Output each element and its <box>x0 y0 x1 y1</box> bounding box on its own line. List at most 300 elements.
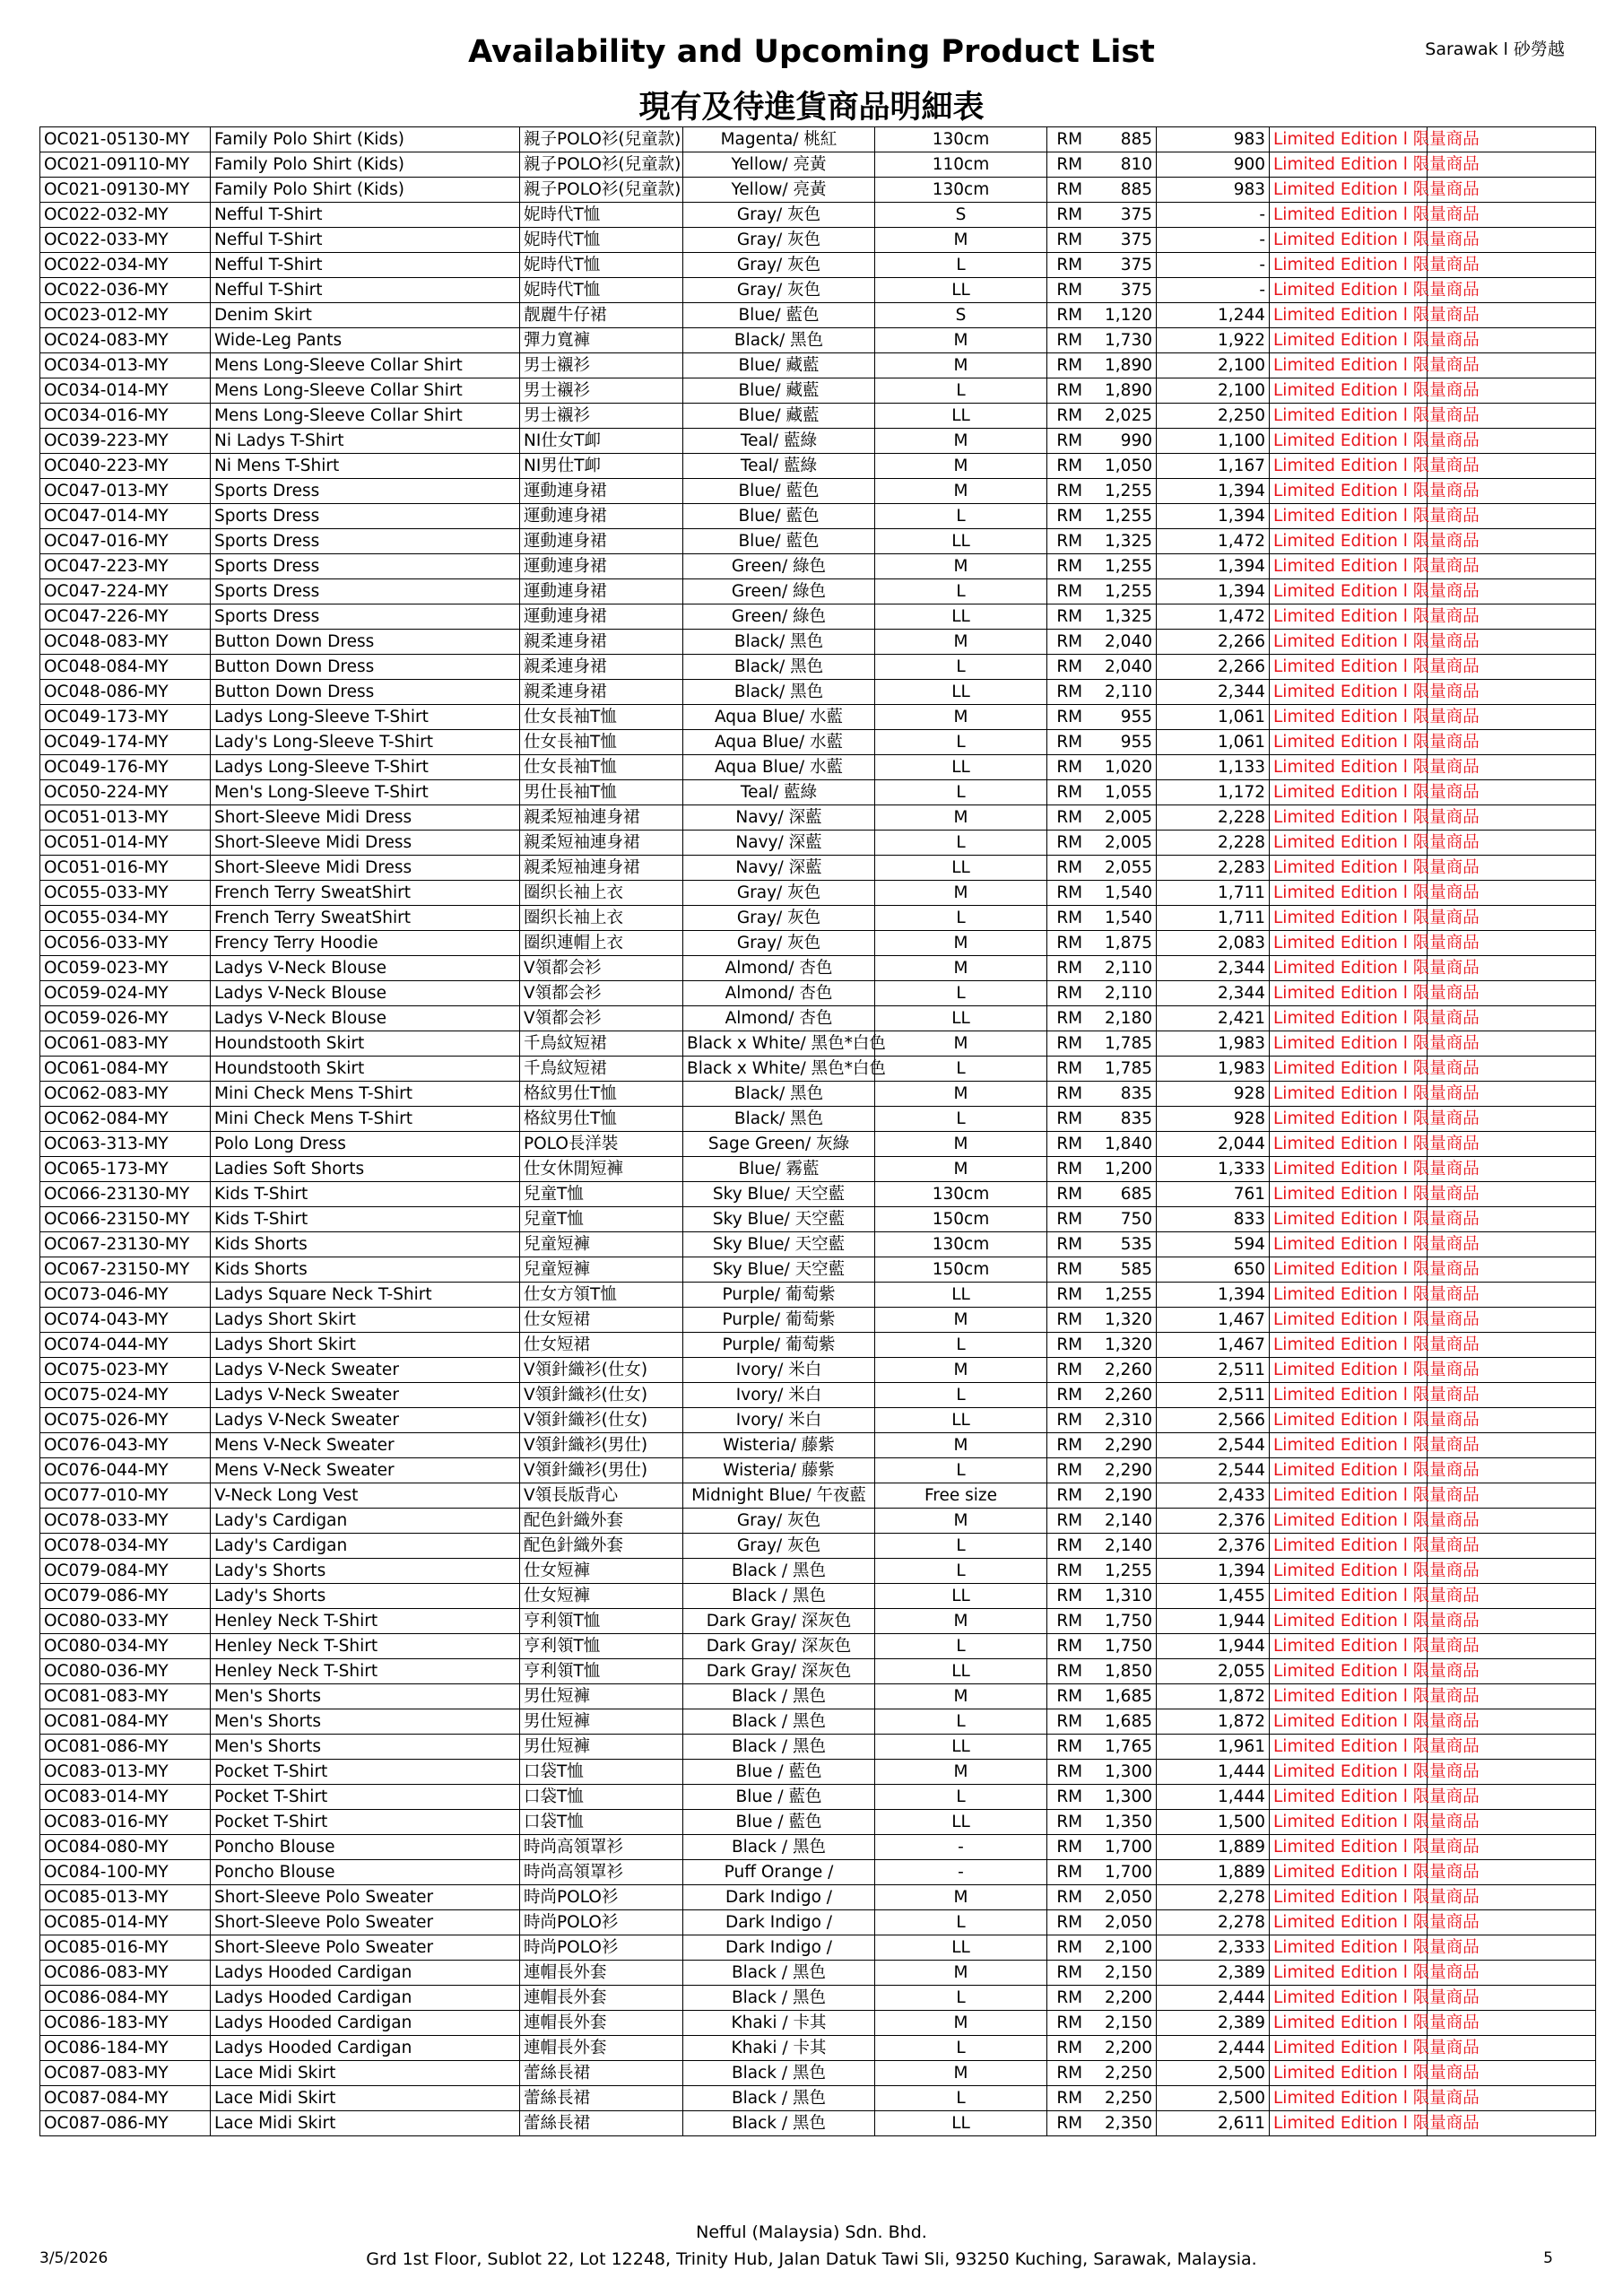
table-row <box>40 429 1596 454</box>
product-name-cell: Short-Sleeve Midi Dress <box>211 856 520 881</box>
product-code-cell: OC023-012-MY <box>40 303 211 328</box>
product-code-cell: OC051-016-MY <box>40 856 211 881</box>
price-cell: 2,290 <box>1092 1458 1157 1483</box>
size-cell: 130cm <box>875 1182 1047 1207</box>
member-price-cell: 1,872 <box>1157 1709 1270 1735</box>
product-name-chinese-cell: POLO長洋裝 <box>520 1132 683 1157</box>
price-cell: 375 <box>1092 203 1157 228</box>
member-price-cell: 2,421 <box>1157 1006 1270 1031</box>
color-cell: Aqua Blue/ 水藍 <box>683 755 875 780</box>
size-cell: L <box>875 1534 1047 1559</box>
currency-cell: RM <box>1047 705 1092 730</box>
size-cell: M <box>875 705 1047 730</box>
currency-cell: RM <box>1047 906 1092 931</box>
size-cell: L <box>875 1458 1047 1483</box>
limited-edition-tag: Limited Edition l 限量商品 <box>1270 1283 1428 1308</box>
product-code-cell: OC048-086-MY <box>40 680 211 705</box>
color-cell: Ivory/ 米白 <box>683 1383 875 1408</box>
product-name-chinese-cell: 圈织长袖上衣 <box>520 881 683 906</box>
price-cell: 585 <box>1092 1257 1157 1283</box>
member-price-cell: 2,500 <box>1157 2086 1270 2111</box>
price-cell: 2,190 <box>1092 1483 1157 1509</box>
product-name-cell: Lace Midi Skirt <box>211 2086 520 2111</box>
product-code-cell: OC081-084-MY <box>40 1709 211 1735</box>
color-cell: Teal/ 藍綠 <box>683 429 875 454</box>
currency-cell: RM <box>1047 1910 1092 1935</box>
product-name-cell: Pocket T-Shirt <box>211 1810 520 1835</box>
product-code-cell: OC086-183-MY <box>40 2011 211 2036</box>
product-code-cell: OC077-010-MY <box>40 1483 211 1509</box>
size-cell: 150cm <box>875 1257 1047 1283</box>
product-code-cell: OC079-086-MY <box>40 1584 211 1609</box>
table-row <box>40 504 1596 529</box>
currency-cell: RM <box>1047 1609 1092 1634</box>
product-name-chinese-cell: 彈力寬褲 <box>520 328 683 353</box>
size-cell: M <box>875 454 1047 479</box>
product-code-cell: OC047-226-MY <box>40 604 211 630</box>
price-cell: 1,700 <box>1092 1835 1157 1860</box>
member-price-cell: 761 <box>1157 1182 1270 1207</box>
member-price-cell: 2,376 <box>1157 1509 1270 1534</box>
size-cell: LL <box>875 1735 1047 1760</box>
table-row <box>40 529 1596 554</box>
product-name-cell: Lady's Cardigan <box>211 1509 520 1534</box>
product-name-cell: Kids Shorts <box>211 1257 520 1283</box>
product-code-cell: OC067-23130-MY <box>40 1232 211 1257</box>
page-title: Availability and Upcoming Product List <box>468 34 1155 70</box>
product-name-chinese-cell: 蕾絲長裙 <box>520 2061 683 2086</box>
table-row <box>40 856 1596 881</box>
product-name-chinese-cell: 蕾絲長裙 <box>520 2111 683 2136</box>
product-name-chinese-cell: 運動連身裙 <box>520 504 683 529</box>
currency-cell: RM <box>1047 1659 1092 1684</box>
member-price-cell: 1,944 <box>1157 1609 1270 1634</box>
product-code-cell: OC079-084-MY <box>40 1559 211 1584</box>
member-price-cell: 2,333 <box>1157 1935 1270 1961</box>
product-code-cell: OC061-083-MY <box>40 1031 211 1057</box>
currency-cell: RM <box>1047 1885 1092 1910</box>
limited-edition-tag: Limited Edition l 限量商品 <box>1270 730 1428 755</box>
price-cell: 1,540 <box>1092 906 1157 931</box>
table-row <box>40 253 1596 278</box>
color-cell: Black/ 黑色 <box>683 655 875 680</box>
limited-edition-tag: Limited Edition l 限量商品 <box>1270 1559 1428 1584</box>
price-cell: 2,350 <box>1092 2111 1157 2136</box>
currency-cell: RM <box>1047 2036 1092 2061</box>
product-name-cell: Kids T-Shirt <box>211 1207 520 1232</box>
currency-cell: RM <box>1047 1006 1092 1031</box>
product-name-cell: Ladys V-Neck Blouse <box>211 981 520 1006</box>
price-cell: 2,180 <box>1092 1006 1157 1031</box>
currency-cell: RM <box>1047 1031 1092 1057</box>
limited-edition-tag: Limited Edition l 限量商品 <box>1270 1333 1428 1358</box>
size-cell: L <box>875 253 1047 278</box>
product-code-cell: OC076-044-MY <box>40 1458 211 1483</box>
color-cell: Gray/ 灰色 <box>683 881 875 906</box>
product-name-chinese-cell: 圈织长袖上衣 <box>520 906 683 931</box>
product-name-chinese-cell: 仕女長袖T恤 <box>520 730 683 755</box>
product-name-cell: Lace Midi Skirt <box>211 2061 520 2086</box>
size-cell: L <box>875 1910 1047 1935</box>
size-cell: M <box>875 956 1047 981</box>
table-row <box>40 1433 1596 1458</box>
table-row <box>40 1860 1596 1885</box>
limited-edition-tag: Limited Edition l 限量商品 <box>1270 152 1428 178</box>
member-price-cell: 2,544 <box>1157 1458 1270 1483</box>
product-name-chinese-cell: 連帽長外套 <box>520 2011 683 2036</box>
size-cell: L <box>875 1107 1047 1132</box>
product-code-cell: OC051-013-MY <box>40 805 211 831</box>
limited-edition-tag: Limited Edition l 限量商品 <box>1270 604 1428 630</box>
price-cell: 2,025 <box>1092 404 1157 429</box>
currency-cell: RM <box>1047 2011 1092 2036</box>
currency-cell: RM <box>1047 178 1092 203</box>
table-row <box>40 1584 1596 1609</box>
price-cell: 1,890 <box>1092 378 1157 404</box>
price-cell: 1,685 <box>1092 1709 1157 1735</box>
limited-edition-tag: Limited Edition l 限量商品 <box>1270 1308 1428 1333</box>
member-price-cell: 983 <box>1157 127 1270 152</box>
color-cell: Teal/ 藍綠 <box>683 454 875 479</box>
table-row <box>40 2011 1596 2036</box>
currency-cell: RM <box>1047 1082 1092 1107</box>
table-row <box>40 1735 1596 1760</box>
size-cell: M <box>875 1358 1047 1383</box>
product-name-chinese-cell: 連帽長外套 <box>520 1986 683 2011</box>
member-price-cell: 1,455 <box>1157 1584 1270 1609</box>
product-code-cell: OC022-036-MY <box>40 278 211 303</box>
product-code-cell: OC021-09110-MY <box>40 152 211 178</box>
color-cell: Navy/ 深藍 <box>683 831 875 856</box>
limited-edition-tag: Limited Edition l 限量商品 <box>1270 1860 1428 1885</box>
limited-edition-tag: Limited Edition l 限量商品 <box>1270 2061 1428 2086</box>
table-row <box>40 328 1596 353</box>
currency-cell: RM <box>1047 1735 1092 1760</box>
product-name-cell: Mens V-Neck Sweater <box>211 1458 520 1483</box>
currency-cell: RM <box>1047 1634 1092 1659</box>
product-name-chinese-cell: V領都会衫 <box>520 956 683 981</box>
limited-edition-tag: Limited Edition l 限量商品 <box>1270 780 1428 805</box>
member-price-cell: 2,278 <box>1157 1910 1270 1935</box>
size-cell: M <box>875 429 1047 454</box>
limited-edition-tag: Limited Edition l 限量商品 <box>1270 655 1428 680</box>
color-cell: Blue/ 藏藍 <box>683 353 875 378</box>
currency-cell: RM <box>1047 504 1092 529</box>
size-cell: M <box>875 1885 1047 1910</box>
color-cell: Black x White/ 黑色*白色 <box>683 1031 875 1057</box>
currency-cell: RM <box>1047 755 1092 780</box>
size-cell: L <box>875 1559 1047 1584</box>
size-cell: L <box>875 1986 1047 2011</box>
color-cell: Black/ 黑色 <box>683 1107 875 1132</box>
product-code-cell: OC075-026-MY <box>40 1408 211 1433</box>
color-cell: Navy/ 深藍 <box>683 856 875 881</box>
color-cell: Blue/ 藍色 <box>683 504 875 529</box>
product-code-cell: OC055-034-MY <box>40 906 211 931</box>
product-code-cell: OC056-033-MY <box>40 931 211 956</box>
color-cell: Aqua Blue/ 水藍 <box>683 705 875 730</box>
table-row <box>40 1659 1596 1684</box>
table-row <box>40 404 1596 429</box>
price-cell: 1,255 <box>1092 504 1157 529</box>
color-cell: Black x White/ 黑色*白色 <box>683 1057 875 1082</box>
member-price-cell: 1,889 <box>1157 1860 1270 1885</box>
price-cell: 1,050 <box>1092 454 1157 479</box>
product-code-cell: OC075-023-MY <box>40 1358 211 1383</box>
color-cell: Green/ 綠色 <box>683 604 875 630</box>
limited-edition-tag: Limited Edition l 限量商品 <box>1270 404 1428 429</box>
currency-cell: RM <box>1047 981 1092 1006</box>
product-name-chinese-cell: 運動連身裙 <box>520 579 683 604</box>
product-name-chinese-cell: 妮時代T恤 <box>520 203 683 228</box>
size-cell: 130cm <box>875 1232 1047 1257</box>
color-cell: Puff Orange / <box>683 1860 875 1885</box>
product-code-cell: OC059-024-MY <box>40 981 211 1006</box>
product-code-cell: OC080-034-MY <box>40 1634 211 1659</box>
size-cell: M <box>875 479 1047 504</box>
limited-edition-tag: Limited Edition l 限量商品 <box>1270 504 1428 529</box>
price-cell: 375 <box>1092 228 1157 253</box>
table-row <box>40 1835 1596 1860</box>
product-code-cell: OC048-084-MY <box>40 655 211 680</box>
price-cell: 1,765 <box>1092 1735 1157 1760</box>
limited-edition-tag: Limited Edition l 限量商品 <box>1270 1885 1428 1910</box>
product-name-cell: Lady's Shorts <box>211 1584 520 1609</box>
product-code-cell: OC047-224-MY <box>40 579 211 604</box>
limited-edition-tag: Limited Edition l 限量商品 <box>1270 1358 1428 1383</box>
size-cell: M <box>875 2011 1047 2036</box>
member-price-cell: 1,100 <box>1157 429 1270 454</box>
product-name-chinese-cell: 時尚POLO衫 <box>520 1935 683 1961</box>
currency-cell: RM <box>1047 881 1092 906</box>
table-row <box>40 178 1596 203</box>
currency-cell: RM <box>1047 1534 1092 1559</box>
print-date: 3/5/2026 <box>39 2249 108 2267</box>
limited-edition-tag: Limited Edition l 限量商品 <box>1270 1935 1428 1961</box>
product-name-cell: Short-Sleeve Polo Sweater <box>211 1935 520 1961</box>
member-price-cell: 1,394 <box>1157 1283 1270 1308</box>
product-code-cell: OC034-013-MY <box>40 353 211 378</box>
limited-edition-tag: Limited Edition l 限量商品 <box>1270 1031 1428 1057</box>
price-cell: 1,785 <box>1092 1031 1157 1057</box>
limited-edition-tag: Limited Edition l 限量商品 <box>1270 1584 1428 1609</box>
color-cell: Black / 黑色 <box>683 2111 875 2136</box>
color-cell: Dark Indigo / <box>683 1910 875 1935</box>
table-row <box>40 730 1596 755</box>
limited-edition-tag: Limited Edition l 限量商品 <box>1270 1132 1428 1157</box>
member-price-cell: 2,611 <box>1157 2111 1270 2136</box>
member-price-cell: - <box>1157 228 1270 253</box>
price-cell: 1,300 <box>1092 1760 1157 1785</box>
price-cell: 1,020 <box>1092 755 1157 780</box>
product-name-chinese-cell: 靓麗牛仔裙 <box>520 303 683 328</box>
limited-edition-tag: Limited Edition l 限量商品 <box>1270 1634 1428 1659</box>
table-row <box>40 1358 1596 1383</box>
product-code-cell: OC022-032-MY <box>40 203 211 228</box>
product-code-cell: OC084-080-MY <box>40 1835 211 1860</box>
limited-edition-tag: Limited Edition l 限量商品 <box>1270 554 1428 579</box>
product-name-chinese-cell: 男仕短褲 <box>520 1684 683 1709</box>
limited-edition-tag: Limited Edition l 限量商品 <box>1270 479 1428 504</box>
size-cell: LL <box>875 404 1047 429</box>
product-name-chinese-cell: 仕女短裙 <box>520 1308 683 1333</box>
size-cell: L <box>875 1333 1047 1358</box>
currency-cell: RM <box>1047 1935 1092 1961</box>
product-name-cell: Ladys Hooded Cardigan <box>211 2036 520 2061</box>
product-name-chinese-cell: 連帽長外套 <box>520 2036 683 2061</box>
currency-cell: RM <box>1047 1760 1092 1785</box>
member-price-cell: 1,944 <box>1157 1634 1270 1659</box>
product-code-cell: OC049-176-MY <box>40 755 211 780</box>
color-cell: Aqua Blue/ 水藍 <box>683 730 875 755</box>
color-cell: Gray/ 灰色 <box>683 906 875 931</box>
product-name-cell: Short-Sleeve Polo Sweater <box>211 1885 520 1910</box>
product-name-chinese-cell: 仕女方領T恤 <box>520 1283 683 1308</box>
color-cell: Almond/ 杏色 <box>683 981 875 1006</box>
member-price-cell: 2,544 <box>1157 1433 1270 1458</box>
product-code-cell: OC059-026-MY <box>40 1006 211 1031</box>
product-name-cell: Sports Dress <box>211 479 520 504</box>
member-price-cell: 900 <box>1157 152 1270 178</box>
product-name-chinese-cell: 男士襯衫 <box>520 378 683 404</box>
currency-cell: RM <box>1047 203 1092 228</box>
product-name-cell: Mens Long-Sleeve Collar Shirt <box>211 353 520 378</box>
size-cell: L <box>875 2086 1047 2111</box>
table-row <box>40 604 1596 630</box>
color-cell: Blue/ 藍色 <box>683 529 875 554</box>
product-name-cell: Henley Neck T-Shirt <box>211 1609 520 1634</box>
member-price-cell: 2,511 <box>1157 1358 1270 1383</box>
table-row <box>40 1609 1596 1634</box>
size-cell: L <box>875 1383 1047 1408</box>
table-row <box>40 1935 1596 1961</box>
table-row <box>40 1157 1596 1182</box>
limited-edition-tag: Limited Edition l 限量商品 <box>1270 278 1428 303</box>
product-name-cell: Henley Neck T-Shirt <box>211 1659 520 1684</box>
product-name-cell: French Terry SweatShirt <box>211 906 520 931</box>
size-cell: L <box>875 655 1047 680</box>
price-cell: 1,300 <box>1092 1785 1157 1810</box>
currency-cell: RM <box>1047 1458 1092 1483</box>
price-cell: 2,250 <box>1092 2086 1157 2111</box>
price-cell: 2,040 <box>1092 655 1157 680</box>
member-price-cell: 2,083 <box>1157 931 1270 956</box>
product-name-chinese-cell: 仕女長袖T恤 <box>520 755 683 780</box>
table-row <box>40 805 1596 831</box>
member-price-cell: 2,100 <box>1157 378 1270 404</box>
currency-cell: RM <box>1047 1986 1092 2011</box>
member-price-cell: 1,444 <box>1157 1785 1270 1810</box>
limited-edition-tag: Limited Edition l 限量商品 <box>1270 127 1428 152</box>
price-cell: 2,250 <box>1092 2061 1157 2086</box>
table-row <box>40 1082 1596 1107</box>
product-name-cell: Ladies Soft Shorts <box>211 1157 520 1182</box>
color-cell: Black/ 黑色 <box>683 1082 875 1107</box>
product-code-cell: OC061-084-MY <box>40 1057 211 1082</box>
currency-cell: RM <box>1047 228 1092 253</box>
color-cell: Sky Blue/ 天空藍 <box>683 1232 875 1257</box>
size-cell: L <box>875 730 1047 755</box>
limited-edition-tag: Limited Edition l 限量商品 <box>1270 1684 1428 1709</box>
color-cell: Black / 黑色 <box>683 1584 875 1609</box>
price-cell: 1,325 <box>1092 529 1157 554</box>
table-row <box>40 2036 1596 2061</box>
table-row <box>40 454 1596 479</box>
product-code-cell: OC067-23150-MY <box>40 1257 211 1283</box>
member-price-cell: 1,472 <box>1157 604 1270 630</box>
product-name-chinese-cell: 運動連身裙 <box>520 604 683 630</box>
currency-cell: RM <box>1047 328 1092 353</box>
limited-edition-tag: Limited Edition l 限量商品 <box>1270 1082 1428 1107</box>
color-cell: Wisteria/ 藤紫 <box>683 1433 875 1458</box>
limited-edition-tag: Limited Edition l 限量商品 <box>1270 856 1428 881</box>
price-cell: 1,320 <box>1092 1333 1157 1358</box>
size-cell: M <box>875 1132 1047 1157</box>
price-cell: 2,290 <box>1092 1433 1157 1458</box>
product-name-cell: Lady's Cardigan <box>211 1534 520 1559</box>
product-name-chinese-cell: 連帽長外套 <box>520 1961 683 1986</box>
product-name-cell: Denim Skirt <box>211 303 520 328</box>
currency-cell: RM <box>1047 1207 1092 1232</box>
table-row <box>40 630 1596 655</box>
product-code-cell: OC081-083-MY <box>40 1684 211 1709</box>
color-cell: Blue/ 藏藍 <box>683 378 875 404</box>
product-name-chinese-cell: 男仕短褲 <box>520 1709 683 1735</box>
currency-cell: RM <box>1047 1408 1092 1433</box>
currency-cell: RM <box>1047 931 1092 956</box>
member-price-cell: - <box>1157 278 1270 303</box>
member-price-cell: 2,344 <box>1157 956 1270 981</box>
member-price-cell: 833 <box>1157 1207 1270 1232</box>
footer-company: Nefful (Malaysia) Sdn. Bhd. <box>696 2222 927 2242</box>
price-cell: 2,050 <box>1092 1885 1157 1910</box>
product-code-cell: OC085-014-MY <box>40 1910 211 1935</box>
price-cell: 1,875 <box>1092 931 1157 956</box>
color-cell: Ivory/ 米白 <box>683 1358 875 1383</box>
currency-cell: RM <box>1047 429 1092 454</box>
product-name-chinese-cell: 親柔連身裙 <box>520 680 683 705</box>
product-name-cell: Nefful T-Shirt <box>211 228 520 253</box>
currency-cell: RM <box>1047 253 1092 278</box>
color-cell: Gray/ 灰色 <box>683 931 875 956</box>
size-cell: L <box>875 1709 1047 1735</box>
currency-cell: RM <box>1047 529 1092 554</box>
size-cell: S <box>875 303 1047 328</box>
product-name-cell: Ladys Long-Sleeve T-Shirt <box>211 755 520 780</box>
color-cell: Black/ 黑色 <box>683 630 875 655</box>
page-title-chinese: 現有及待進貨商品明細表 <box>638 90 985 126</box>
color-cell: Green/ 綠色 <box>683 579 875 604</box>
product-name-chinese-cell: 配色針織外套 <box>520 1534 683 1559</box>
size-cell: LL <box>875 2111 1047 2136</box>
size-cell: 130cm <box>875 178 1047 203</box>
price-cell: 2,150 <box>1092 2011 1157 2036</box>
price-cell: 1,255 <box>1092 479 1157 504</box>
size-cell: - <box>875 1835 1047 1860</box>
limited-edition-tag: Limited Edition l 限量商品 <box>1270 1383 1428 1408</box>
product-name-cell: Wide-Leg Pants <box>211 328 520 353</box>
table-row <box>40 831 1596 856</box>
member-price-cell: 1,394 <box>1157 554 1270 579</box>
currency-cell: RM <box>1047 831 1092 856</box>
product-name-chinese-cell: V領針織衫(仕女) <box>520 1408 683 1433</box>
product-name-chinese-cell: 親子POLO衫(兒童款) <box>520 152 683 178</box>
limited-edition-tag: Limited Edition l 限量商品 <box>1270 931 1428 956</box>
limited-edition-tag: Limited Edition l 限量商品 <box>1270 2086 1428 2111</box>
currency-cell: RM <box>1047 1157 1092 1182</box>
product-name-chinese-cell: 時尚POLO衫 <box>520 1910 683 1935</box>
product-name-cell: Family Polo Shirt (Kids) <box>211 127 520 152</box>
